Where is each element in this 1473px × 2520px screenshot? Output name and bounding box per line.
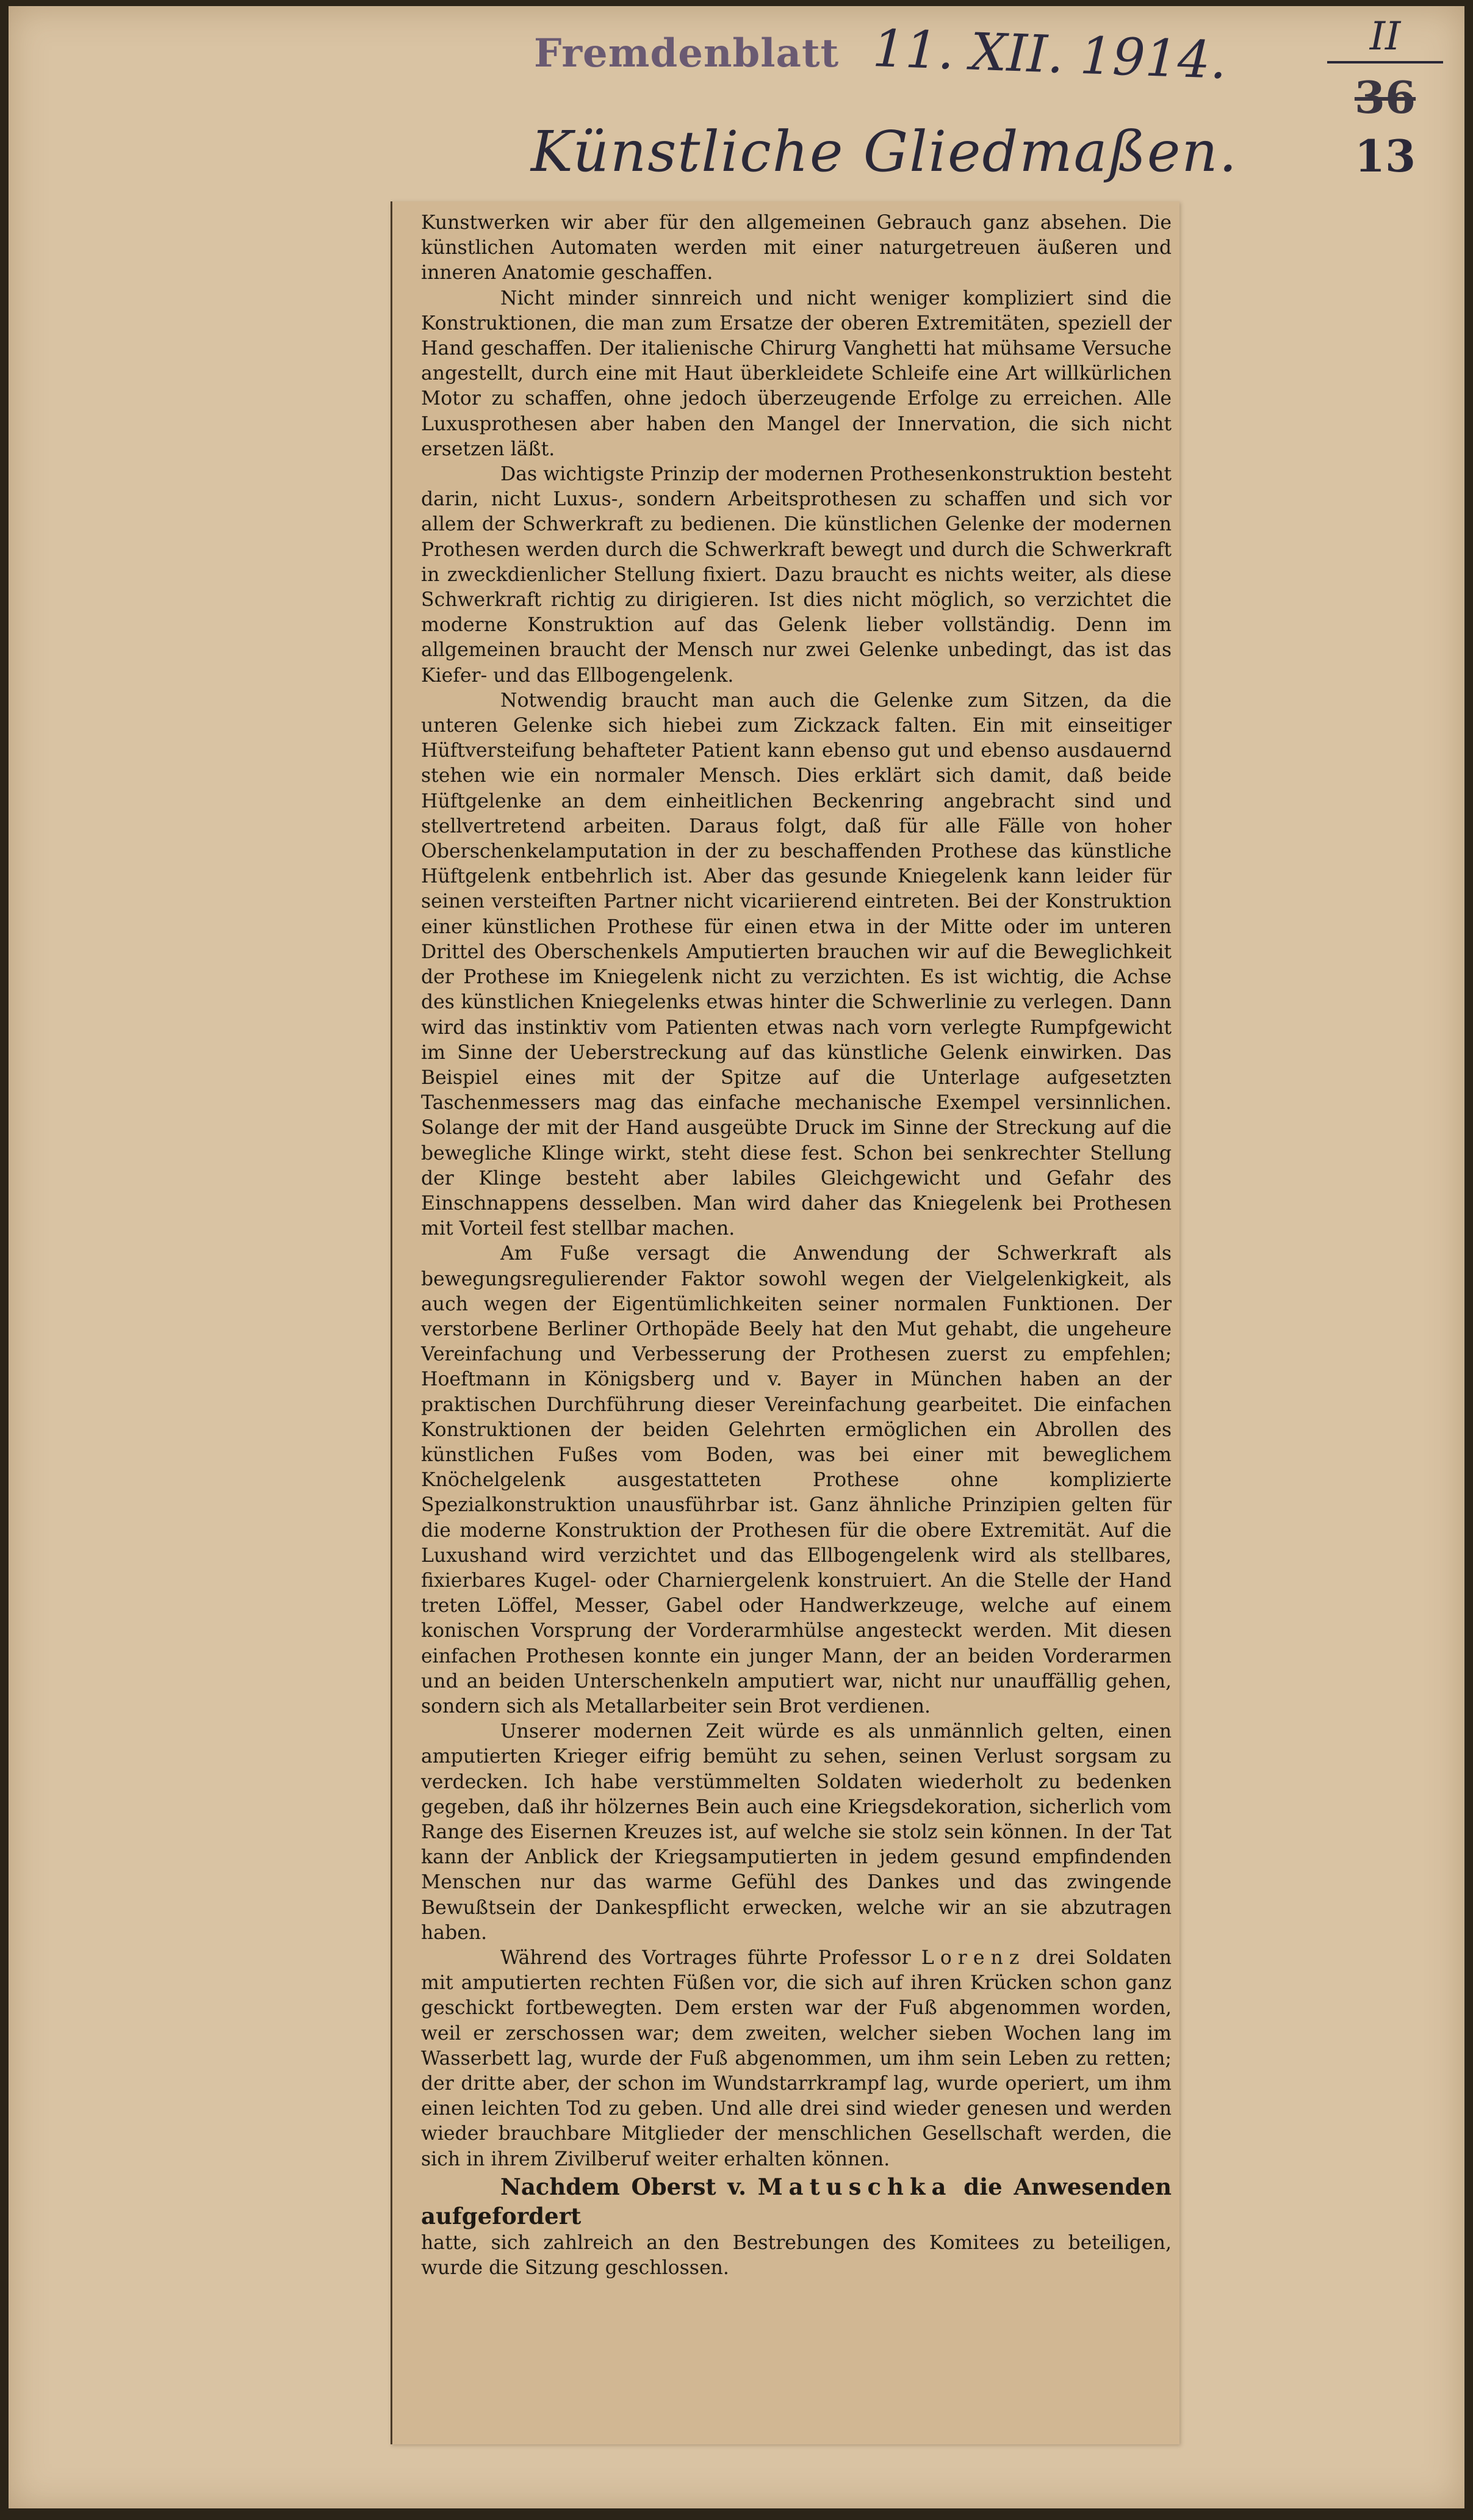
person-name-matuschka: Matuschka [757,2173,953,2200]
paragraph: Kunstwerken wir aber für den allgemeinen Gebrauch ganz absehen. Die künstlichen Automaten werden mit einer naturgetreuen äußeren und inneren Anatomie geschaffen. [421,212,1172,284]
closing-text: die Anwesenden aufgefordert [421,2173,1172,2229]
handwritten-title: Künstliche Gliedmaßen. [531,119,1238,184]
paragraph: Unserer modernen Zeit würde es als unmännlich gelten, einen amputierten Krieger eifrig bemüht zu sehen, seinen Verlust sorgsam zu verdecken. Ich habe verstümmelten Soldaten wiederholt zu bedenken gegeben, daß ihr hölzernes Bein auch eine Kriegsdekoration, sicherlich vom Range des Eisernen Kreuzes ist, auf welche sie stolz sein können. In der Tat kann der Anblick der Kriegsamputierten in jedem gesund empfindenden Menschen nur das warme Gefühl des Dankes und das zwingende Bewußtsein der Dankespflicht erwecken, welche wir an sie abzutragen haben. [421,1720,1172,1944]
paragraph: Am Fuße versagt die Anwendung der Schwerkraft als bewegungsregulierender Faktor sowohl wegen der Vielgelenkigkeit, als auch wegen der Eigentümlichkeiten seiner normalen Funktionen. Der verstorbene Berliner Orthopäde Beely hat den Mut gehabt, die ungeheure Vereinfachung und Verbesserung der Prothesen zuerst zu empfehlen; Hoeftmann in Königsberg und v. Bayer in München haben an der praktischen Durchführung dieser Vereinfachung gearbeitet. Die einfachen Konstruktionen der beiden Gelehrten ermöglichen ein Abrollen des künstlichen Fußes vom Boden, was bei einer mit beweglichem Knöchelgelenk ausgestatteten Prothese ohne komplizierte Spezialkonstruktion unausführbar ist. Ganz ähnliche Prinzipien gelten für die moderne Konstruktion der Prothesen für die obere Extremität. Auf die Luxushand wird verzichtet und das Ellbogengelenk wird als stellbares, fixierbares Kugel- oder Charniergelenk konstruiert. An die Stelle der Hand treten Löffel, Messer, Gabel oder Handwerkzeuge, welche auf einem konischen Vorsprung der Vorderarmhülse angesteckt werden. Mit diesen einfachen Prothesen konnte ein junger Mann, der an beiden Vorderarmen und an beiden Unterschenkeln amputiert war, nicht nur unauffällig gehen, sondern sich als Metallarbeiter sein Brot verdienen. [421,1243,1172,1717]
handwritten-date: 11. XII. 1914. [871,18,1228,91]
paragraph: Das wichtigste Prinzip der modernen Prothesenkonstruktion besteht darin, nicht Luxus-, sondern Arbeitsprothesen zu schaffen und sich vor allem der Schwerkraft zu bedienen. Die künstlichen Gelenke der modernen Prothesen werden durch die Schwerkraft bewegt und durch die Schwerkraft in zweckdienlicher Stellung fixiert. Dazu braucht es nichts weiter, als diese Schwerkraft richtig zu dirigieren. Ist dies nicht möglich, so verzichtet die moderne Konstruktion auf das Gelenk lieber vollständig. Denn im allgemeinen braucht der Mensch nur zwei Gelenke unbedingt, das ist das Kiefer- und das Ellbogengelenk. [421,463,1172,687]
archive-rule [1327,61,1443,63]
paragraph: Notwendig braucht man auch die Gelenke zum Sitzen, da die unteren Gelenke sich hiebei zum Zickzack falten. Ein mit einseitiger Hüftversteifung behafteter Patient kann ebenso gut und ebenso ausdauernd stehen wie ein normaler Mensch. Dies erklärt sich damit, daß beide Hüftgelenke an dem einheitlichen Beckenring angebracht sind und stellvertretend arbeiten. Daraus folgt, daß für alle Fälle von hoher Oberschenkelamputation in der zu beschaffenden Prothese das künstliche Hüftgelenk entbehrlich ist. Aber das gesunde Kniegelenk kann leider für seinen versteiften Partner nicht vicariierend eintreten. Bei der Konstruktion einer künstlichen Prothese für einen etwa in der Mitte oder im unteren Drittel des Oberschenkels Amputierten brauchen wir auf die Beweglichkeit der Prothese im Kniegelenk nicht zu verzichten. Es ist wichtig, die Achse des künstlichen Kniegelenks etwas hinter die Schwerlinie zu verlegen. Dann wird das instinktiv vom Patienten etwas nach vorn verlegte Rumpfgewicht im Sinne der Ueberstreckung auf das künstliche Gelenk einwirken. Das Beispiel eines mit der Spitze auf die Unterlage aufgesetzten Taschenmessers mag das einfache mechanische Exempel versinnlichen. Solange der mit der Hand ausgeübte Druck im Sinne der Streckung auf die bewegliche Klinge wirkt, steht diese fest. Schon bei senkrechter Stellung der Klinge besteht aber labiles Gleichgewicht und Gefahr des Einschnappens desselben. Man wird daher das Kniegelenk bei Prothesen mit Vorteil fest stellbar machen. [421,689,1172,1240]
paragraph [421,1946,1172,2172]
paragraph: Nicht minder sinnreich und nicht weniger kompliziert sind die Konstruktionen, die man zum Ersatze der oberen Extremitäten, speziell der Hand geschaffen. Der italienische Chirurg Vanghetti hat mühsame Versuche angestellt, durch eine mit Haut überkleidete Schleife eine Art willkürlichen Motor zu schaffen, ohne jedoch überzeugende Erfolge zu erreichen. Alle Luxusprothesen aber haben den Mangel der Innervation, die sich nicht ersetzen läßt. [421,287,1172,460]
archive-roman-numeral: II [1369,14,1401,59]
person-name-lorenz: Lorenz [921,1947,1026,1969]
closing-paragraph [421,2172,1172,2231]
archive-old-number: 36 [1354,71,1416,123]
article-text [421,211,1172,2281]
archive-number-block [1324,12,1446,186]
newspaper-stamp: Fremdenblatt [534,31,840,76]
paragraph-text: Während des Vortrages führte Professor [500,1947,911,1969]
archive-new-number: 13 [1354,130,1416,182]
paragraph-text: drei Soldaten mit amputierten rechten Füßen vor, die sich auf ihren Krücken schon ganz geschickt fortbewegten. Dem ersten war der Fuß abgenommen worden, weil er zerschossen war; dem zweiten, welcher sieben Wochen lang im Wasserbett lag, wurde der Fuß abgenommen, um ihm sein Leben zu retten; der dritte aber, der schon im Wundstarrkrampf lag, wurde operiert, um ihm einen leichten Tod zu geben. Und alle drei sind wieder genesen und werden wieder brauchbare Mitglieder der menschlichen Gesellschaft werden, die sich in ihrem Zivilberuf weiter erhalten können. [421,1947,1172,2170]
closing-paragraph-rest: hatte, sich zahlreich an den Bestrebungen des Komitees zu beteiligen, wurde die Sitzung geschlossen. [421,2231,1172,2280]
closing-text: Nachdem Oberst v. [500,2173,746,2200]
